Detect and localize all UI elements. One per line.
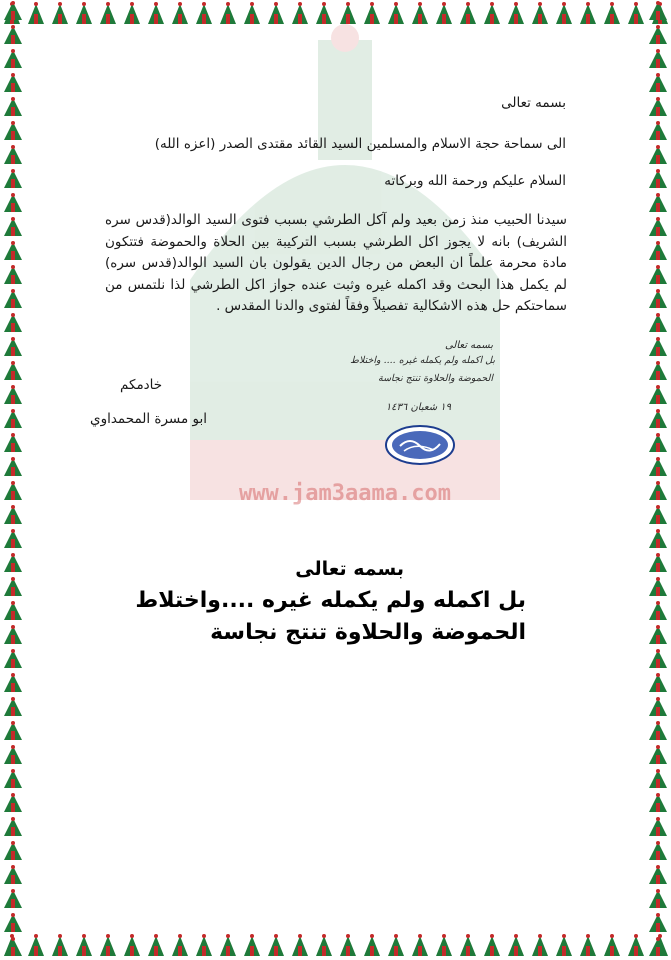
handwritten-reply-line2: الحموضة والحلاوة تنتج نجاسة (377, 373, 493, 384)
decorative-border-bottom (0, 932, 671, 960)
typed-reply-line2: الحموضة والحلاوة تنتج نجاسة (210, 620, 526, 645)
handwritten-date: ١٩ شعبان ١٤٣٦ (385, 402, 451, 413)
watermark-domain: www.jam3aama.com (239, 481, 451, 506)
handwritten-reply-line1: بل اكمله ولم يكمله غيره .... واختلاط (350, 355, 495, 366)
office-seal (384, 424, 456, 466)
decorative-border-right (645, 0, 671, 960)
handwritten-salutation: بسمه تعالى (444, 340, 493, 351)
letter-body: سيدنا الحبيب منذ زمن بعيد ولم آكل الطرشي بسبب فتوى السيد الوالد(قدس سره الشريف) بانه لا يجوز اكل الطرشي بسبب التركيبة بين الحلاة والحموضة فتتكون مادة محرمة علماً ان البعض من رجال الدين يقولون بان السيد الوالد(قدس سره) لم يكمل هذا البحث وقد اكمله غيره وثبت عنده جواز اكل الطرشي لذا نلتمس من سماحتكم حل هذه الاشكالية تفصيلاً وفقاً لفتوى والدنا المقدس . (105, 212, 567, 314)
letter-greeting: السلام عليكم ورحمة الله وبركاته (384, 173, 566, 189)
letter-addressee: الى سماحة حجة الاسلام والمسلمين السيد القائد مقتدى الصدر (اعزه الله) (154, 136, 566, 152)
decorative-border-left (0, 0, 26, 960)
typed-reply-line1: بل اكمله ولم يكمله غيره ....واختلاط (135, 588, 526, 613)
letter-signer: ابو مسرة المحمداوي (90, 411, 207, 427)
letter-salutation: بسمه تعالى (501, 95, 566, 111)
typed-reply-salutation: بسمه تعالى (295, 558, 404, 580)
letter-closing: خادمكم (120, 377, 163, 393)
